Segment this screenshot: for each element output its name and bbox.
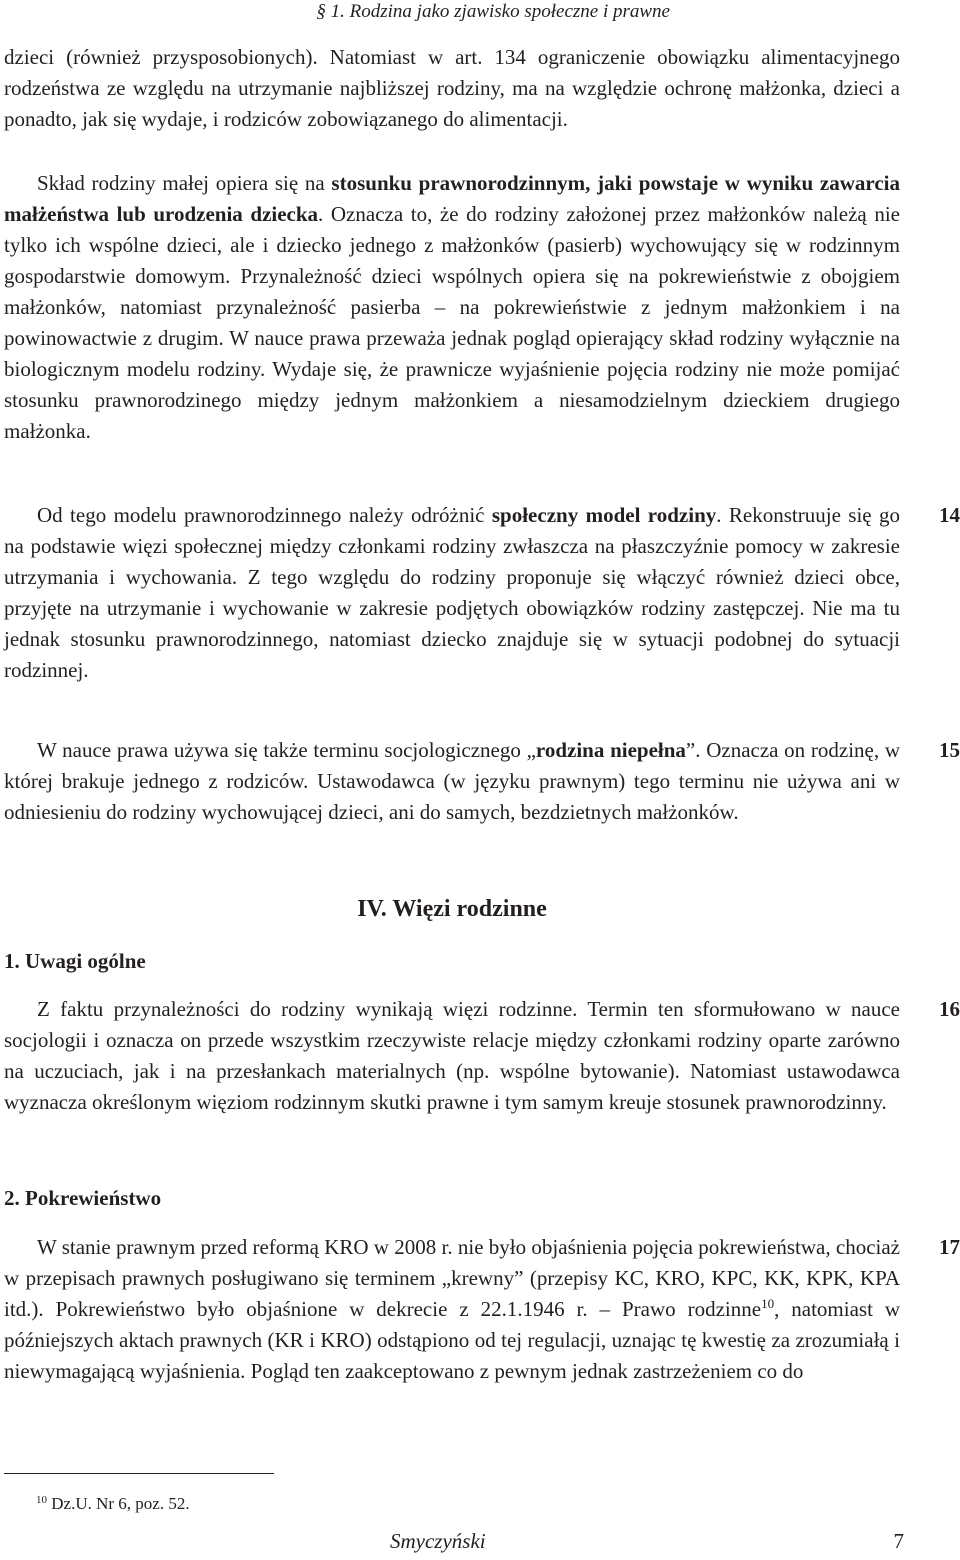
subsection-heading: 2. Pokrewieństwo — [4, 1186, 162, 1210]
paragraph-continuation: dzieci (również przysposobionych). Natomiast w art. 134 ograniczenie obowiązku alimentacyjnego rodzeństwa ze względu na utrzymanie najbliższej rodziny, ma na względzie ochronę małżonka, dzieci a ponadto, jak się wydaje, i rodziców zobowiązanego do alimentacji. — [4, 45, 900, 131]
paragraph-text: ”. Oznacza on rodzinę, w której brakuje jednego z rodziców. Ustawodawca (w języku prawnym) tego terminu nie używa ani w odniesieniu do rodziny wychowującej dzieci, ani do samych, bezdzietnych małżonków. — [4, 738, 900, 824]
paragraph-kinship — [4, 1232, 900, 1387]
footnote-divider — [4, 1473, 274, 1474]
bold-term: rodzina niepełna — [535, 738, 686, 762]
paragraph-family-ties: Z faktu przynależności do rodziny wynikają więzi rodzinne. Termin ten sformułowano w nauce socjologii i oznacza on przede wszystkim rzeczywiste relacje między członkami rodziny oparte zarówno na uczuciach, jak i na przesłankach materialnych (np. wspólne bytowanie). Natomiast ustawodawca wyznacza określonym więziom rodzinnym skutki prawne i tym samym kreuje stosunek prawnorodzinny. — [4, 997, 900, 1114]
paragraph-text: . Rekonstruuje się go na podstawie więzi społecznej między członkami rodziny zwłaszcza na płaszczyźnie pomocy w zakresie utrzymania i wychowania. Z tego względu do rodziny proponuje się włączyć również dzieci obce, przyjęte na utrzymanie i wychowanie w zakresie podjętych obowiązków rodziny zastępczej. Nie ma tu jednak stosunku prawnorodzinnego, natomiast dziecko znajduje się w sytuacji podobnej do sytuacji rodzinnej. — [4, 503, 900, 682]
paragraph-text: W stanie prawnym przed reformą KRO w 2008 r. nie było objaśnienia pojęcia pokrewieństwa, chociaż w przepisach prawnych posługiwano się terminem „krewny” (przepisy KC, KRO, KPC, KK, KPK, KPA itd.). Pokrewieństwo było objaśnione w dekrecie z 22.1.1946 r. – Prawo rodzinne — [4, 1235, 900, 1321]
section-heading: IV. Więzi rodzinne — [357, 896, 547, 922]
margin-number: 17 — [939, 1235, 960, 1259]
margin-number: 15 — [939, 738, 960, 762]
bold-term: stosunku prawnorodzinnym, jaki powstaje w wyniku zawarcia małżeństwa lub urodzenia dziecka — [4, 171, 900, 226]
page-number: 7 — [893, 1529, 904, 1553]
subsection-heading: 1. Uwagi ogólne — [4, 949, 146, 973]
footnote-number: 10 — [36, 1494, 47, 1506]
paragraph-social-model — [4, 500, 900, 686]
paragraph-text: , natomiast w późniejszych aktach prawnych (KR i KRO) odstąpiono od tej regulacji, uznając tę kwestię za zrozumiałą i niewymagającą wyjaśnienia. Pogląd ten zaakceptowano z pewnym jednak zastrzeżeniem co do — [4, 1297, 900, 1383]
margin-number: 14 — [939, 503, 960, 527]
paragraph-text: . Oznacza to, że do rodziny założonej przez małżonków należą nie tylko ich wspólne dzieci, ale i dziecko jednego z małżonków (pasierb) wychowujący się w rodzinnym gospodarstwie domowym. Przynależność dzieci wspólnych opiera się na pokrewieństwie z obojgiem małżonków, natomiast przynależność pasierba – na pokrewieństwie z jednym małżonkiem i na powinowactwie z drugim. W nauce prawa przeważa jednak pogląd opierający skład rodziny wyłącznie na biologicznym modelu rodziny. Wydaje się, że prawnicze wyjaśnienie pojęcia rodziny nie może pomijać stosunku prawnorodzinego między jednym małżonkiem a niesamodzielnym dzieckiem drugiego małżonka. — [4, 202, 900, 443]
bold-term: społeczny model rodziny — [491, 503, 717, 527]
footnote-text: Dz.U. Nr 6, poz. 52. — [51, 1494, 190, 1513]
footnote — [36, 1488, 190, 1516]
footer-author: Smyczyński — [390, 1529, 486, 1553]
paragraph-text: W nauce prawa używa się także terminu socjologicznego „ — [37, 738, 536, 762]
running-header: § 1. Rodzina jako zjawisko społeczne i prawne — [316, 1, 670, 22]
margin-number: 16 — [939, 997, 960, 1021]
paragraph-family-composition — [4, 168, 900, 447]
paragraph-incomplete-family — [4, 735, 900, 828]
paragraph-text: Od tego modelu prawnorodzinnego należy odróżnić — [37, 503, 492, 527]
footnote-reference[interactable]: 10 — [761, 1296, 775, 1311]
paragraph-text: Skład rodziny małej opiera się na — [37, 171, 332, 195]
